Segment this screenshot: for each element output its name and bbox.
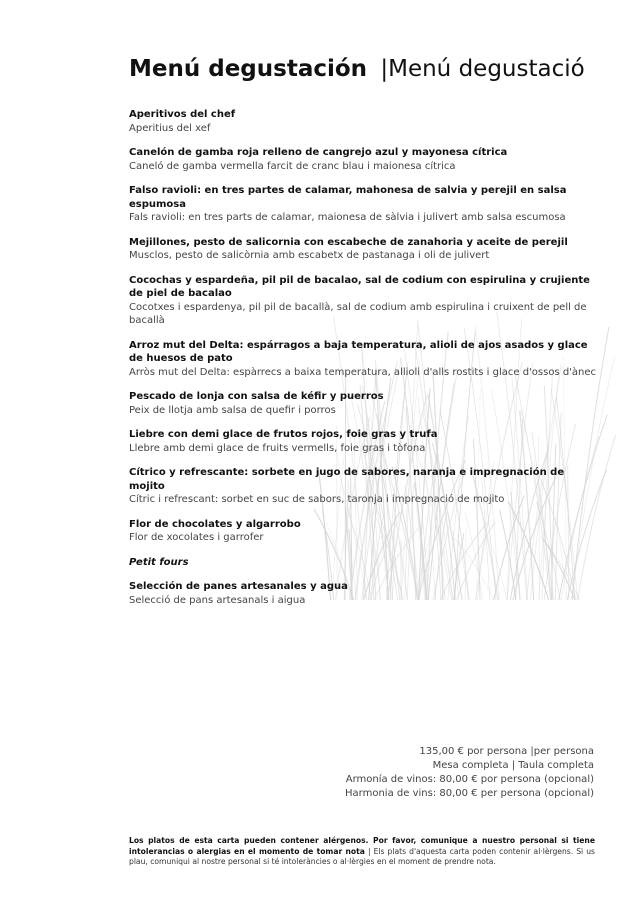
wine-pairing-es: Armonía de vinos: 80,00 € por persona (opcional) (345, 774, 594, 785)
dish-name-ca: Flor de xocolates i garrofer (129, 532, 264, 543)
dish-name-ca: Llebre amb demi glace de fruits vermells, foie gras i tòfona (129, 442, 426, 454)
dish-name-es: Mejillones, pesto de salicornia con escabeche de zanahoria y aceite de perejil (129, 236, 568, 248)
title-ca: Menú degustació (388, 56, 585, 82)
dish-item (129, 274, 599, 328)
dish-name-ca: Arròs mut del Delta: espàrrecs a baixa temperatura, allioli d'alls rostits i glace d'ossos d'ànec (129, 366, 597, 378)
dish-name-es: Pescado de lonja con salsa de kéfir y puerros (129, 391, 384, 402)
dish-item (129, 146, 599, 173)
dish-name-es: Petit fours (129, 556, 189, 568)
price-per-person: 135,00 € por persona |per persona (419, 746, 594, 757)
dish-name-ca: Cocotxes i espardenya, pil pil de bacallà, sal de codium amb espirulina i cruixent de pell de bacallà (129, 301, 587, 326)
dish-name-es: Falso ravioli: en tres partes de calamar, mahonesa de salvia y perejil en salsa espumosa (129, 185, 567, 210)
dish-item (129, 108, 599, 135)
dish-name-es: Arroz mut del Delta: espárragos a baja temperatura, alioli de ajos asados y glace de huesos de pato (129, 339, 588, 364)
dish-name-es: Canelón de gamba roja relleno de cangrejo azul y mayonesa cítrica (129, 147, 508, 158)
dish-name-ca: Fals ravioli: en tres parts de calamar, maionesa de sàlvia i julivert amb salsa escumosa (129, 212, 566, 223)
dish-name-es: Liebre con demi glace de frutos rojos, foie gras y trufa (129, 429, 438, 440)
dish-item (129, 236, 599, 263)
dish-name-es: Selección de panes artesanales y agua (129, 581, 348, 592)
allergen-notice (129, 836, 595, 868)
dish-name-es: Cítrico y refrescante: sorbete en jugo de sabores, naranja e impregnación de mojito (129, 467, 565, 492)
dish-name-ca: Cítric i refrescant: sorbet en suc de sabors, taronja i impregnació de mojito (129, 494, 505, 505)
dish-name-ca: Aperitius del xef (129, 122, 211, 134)
dish-name-ca: Selecció de pans artesanals i aigua (129, 594, 306, 606)
dish-name-es: Aperitivos del chef (129, 109, 236, 120)
dish-name-es: Cocochas y espardeña, pil pil de bacalao, sal de codium con espirulina y crujiente de piel de bacalao (129, 274, 590, 299)
dish-item (129, 556, 599, 570)
dish-item (129, 184, 599, 225)
dish-name-ca: Peix de llotja amb salsa de quefir i porros (129, 404, 336, 416)
title-separator: | (380, 56, 389, 82)
pricing-block (345, 745, 594, 801)
dish-item (129, 518, 599, 545)
wine-pairing-ca: Harmonia de vins: 80,00 € per persona (opcional) (345, 788, 594, 799)
dish-item (129, 390, 599, 417)
page-title (129, 55, 585, 83)
dish-item (129, 466, 599, 507)
dish-item (129, 428, 599, 455)
title-es: Menú degustación (129, 56, 368, 82)
allergen-notice-ca: Els plats d'aquesta carta poden contenir al·lèrgens. Si us plau, comuniqui al nostre personal si té intoleràncies o al·lèrgies en el moment de prendre nota. (129, 846, 595, 866)
dish-item (129, 580, 599, 607)
dish-item (129, 339, 599, 380)
allergen-notice-es: Los platos de esta carta pueden contener alérgenos. Por favor, comunique a nuestro personal si tiene intolerancias o alergias en el momento de tomar nota (129, 836, 595, 856)
table-complete: Mesa completa | Taula completa (432, 760, 594, 771)
dish-name-ca: Musclos, pesto de salicòrnia amb escabetx de pastanaga i oli de julivert (129, 250, 490, 261)
dish-name-ca: Caneló de gamba vermella farcit de cranc blau i maionesa cítrica (129, 160, 456, 172)
dish-name-es: Flor de chocolates y algarrobo (129, 518, 301, 530)
menu-list (129, 108, 599, 618)
allergen-separator: | (364, 846, 374, 856)
